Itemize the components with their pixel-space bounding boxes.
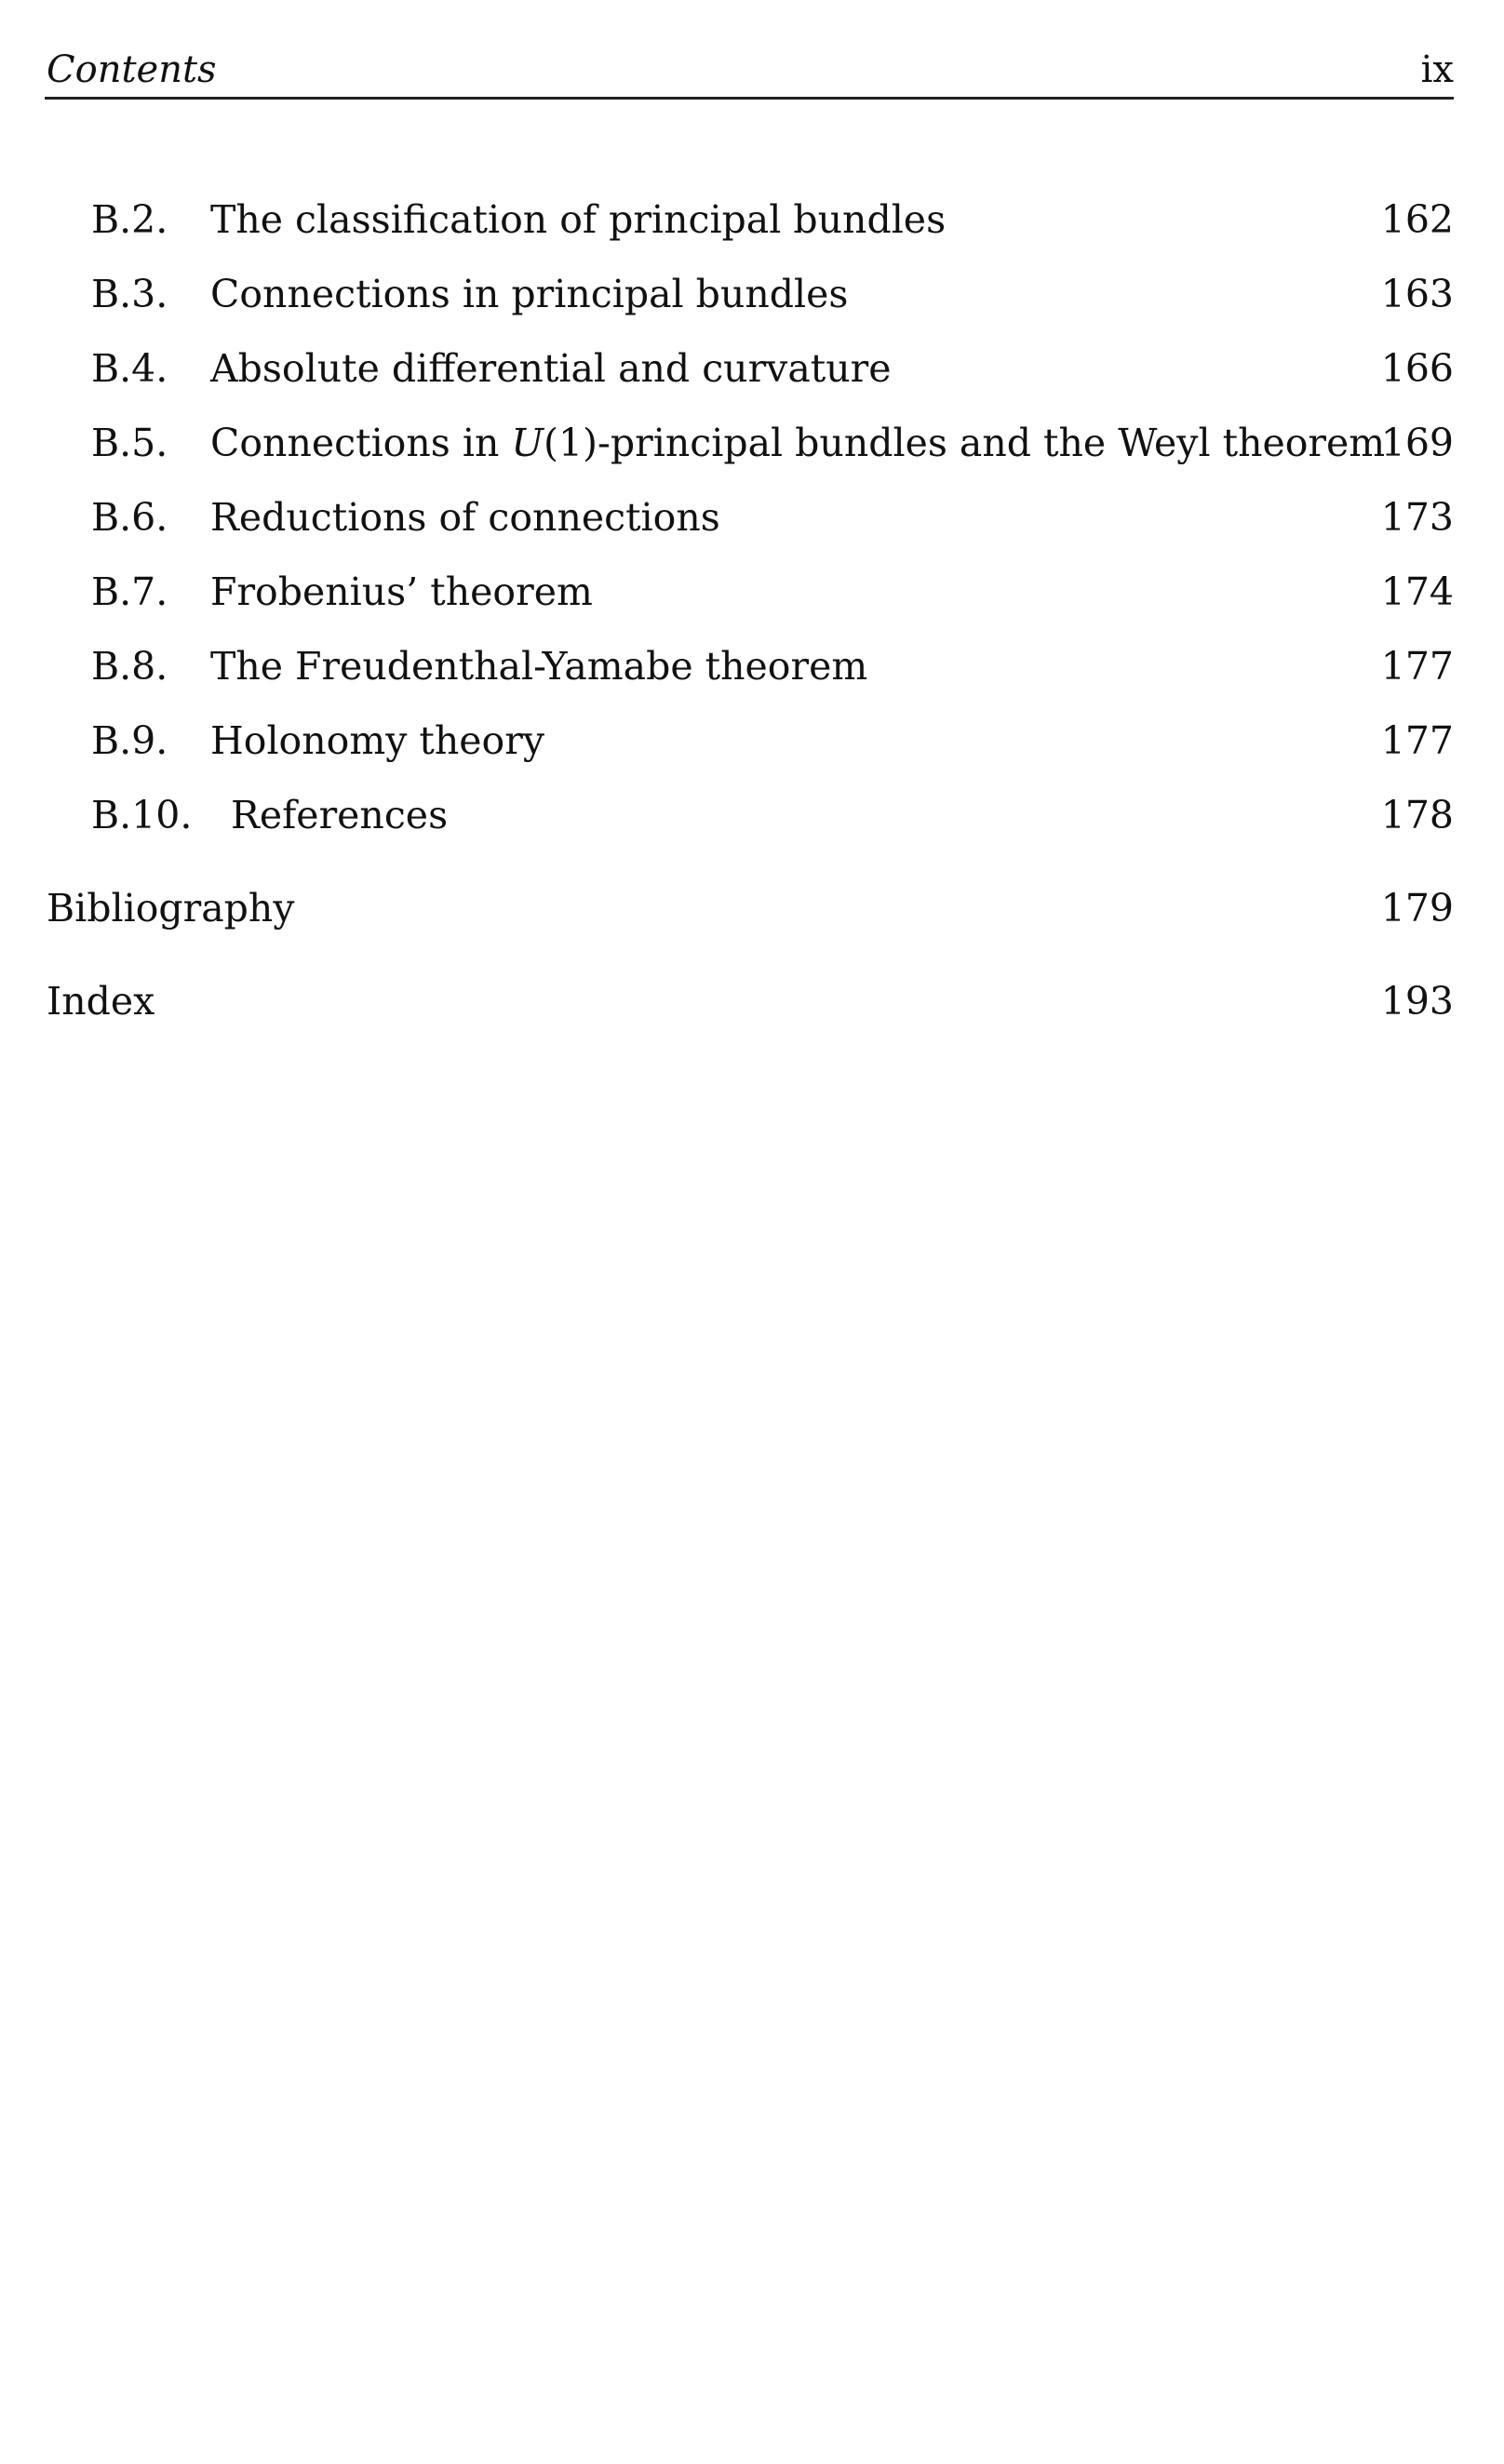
toc-entry-number: B.8. <box>91 644 168 689</box>
toc-entry[interactable] <box>45 346 1454 402</box>
toc-entry-page: 174 <box>1380 569 1454 614</box>
running-header <box>45 48 1454 100</box>
toc-entry-title: Connections in principal bundles <box>210 272 849 316</box>
toc-entry[interactable] <box>45 644 1454 700</box>
toc-entry-page: 162 <box>1380 197 1454 242</box>
toc-entry-page: 169 <box>1380 421 1454 465</box>
toc-entry-page: 179 <box>1380 886 1454 931</box>
running-header-title: Contents <box>47 48 217 91</box>
toc-entry-number: B.6. <box>91 495 168 540</box>
math-symbol: U <box>511 421 544 465</box>
toc-entry-page: 163 <box>1380 272 1454 316</box>
toc-entry-number: B.4. <box>91 346 168 391</box>
toc-entry-title: Absolute differential and curvature <box>210 346 892 391</box>
toc-entry-number: B.3. <box>91 272 168 316</box>
toc-entry-page: 193 <box>1380 979 1454 1024</box>
toc-entry[interactable] <box>45 495 1454 551</box>
toc-entry-title: Reductions of connections <box>210 495 720 540</box>
toc-entry-number: B.10. <box>91 793 193 837</box>
toc-entry[interactable] <box>45 718 1454 774</box>
toc-entry-index[interactable] <box>45 979 1454 1035</box>
toc-entry-page: 178 <box>1380 793 1454 837</box>
toc-entry-title-end: (1)-principal bundles and the Weyl theorem <box>543 421 1386 465</box>
toc-entry-page: 177 <box>1380 718 1454 763</box>
toc-entry-number: B.9. <box>91 718 168 763</box>
toc-entry-number: B.7. <box>91 569 168 614</box>
toc-entry[interactable] <box>45 197 1454 253</box>
toc-entry-page: 173 <box>1380 495 1454 540</box>
toc-entry-bibliography[interactable] <box>45 886 1454 942</box>
toc-entry[interactable] <box>45 421 1454 476</box>
toc-entry-title: Holonomy theory <box>210 718 544 763</box>
toc-entry-title: Bibliography <box>47 886 295 931</box>
toc-entry-title <box>210 421 1385 465</box>
toc-entry-page: 166 <box>1380 346 1454 391</box>
toc-entry-number: B.5. <box>91 421 168 465</box>
toc-entry[interactable] <box>45 793 1454 849</box>
running-header-page-number: ix <box>1420 48 1454 91</box>
toc-entry-page: 177 <box>1380 644 1454 689</box>
toc-entry-title: Frobenius’ theorem <box>210 569 593 614</box>
toc-entry[interactable] <box>45 569 1454 625</box>
toc-entry-title: References <box>231 793 449 837</box>
toc-entry-title: Index <box>47 979 155 1024</box>
toc-entry[interactable] <box>45 272 1454 328</box>
toc-entry-number: B.2. <box>91 197 168 242</box>
toc-entry-title: The Freudenthal-Yamabe theorem <box>210 644 868 689</box>
toc-entry-title: The classification of principal bundles <box>210 197 947 242</box>
toc-entry-title-start: Connections in <box>210 421 512 465</box>
